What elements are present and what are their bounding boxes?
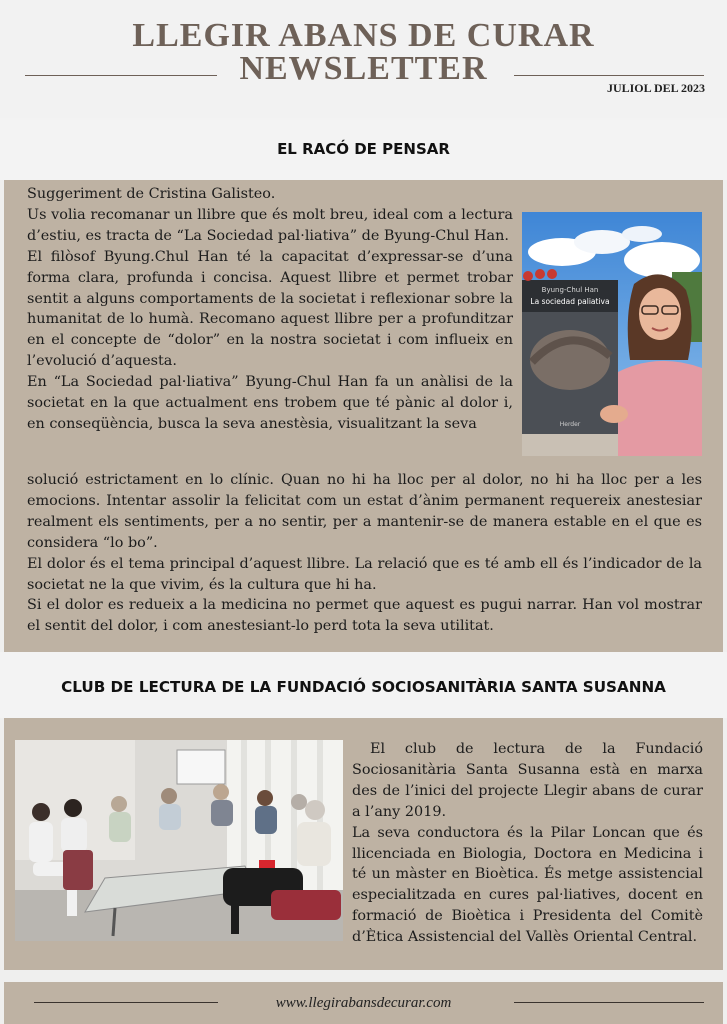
reading-club-illustration — [15, 740, 343, 941]
section-heading-raco-de-pensar: EL RACÓ DE PENSAR — [0, 118, 727, 180]
section1-text-column — [27, 184, 513, 435]
reading-club-photo — [15, 740, 343, 941]
newsletter-header — [0, 0, 727, 118]
book-title: La sociedad paliativa — [530, 297, 610, 306]
section2-text-column — [352, 739, 703, 948]
section1-text-full-width — [27, 470, 702, 637]
book-publisher: Herder — [559, 421, 581, 428]
website-link[interactable]: www.llegirabansdecurar.com — [275, 995, 452, 1011]
paragraph: En “La Sociedad pal·liativa” Byung-Chul Han fa un anàlisi de la societat en la que actualment ens trobem que té pànic al dolor i, en conseqüència, busca la seva anestèsia, visualitzant la seva — [27, 374, 513, 432]
newsletter-subtitle: NEWSLETTER — [239, 50, 488, 87]
book-author: Byung-Chul Han — [541, 286, 599, 294]
paragraph: El club de lectura de la Fundació Sociosanitària Santa Susanna està en marxa des de l’inici del projecte Llegir abans de curar a l’any 2019. — [352, 741, 703, 820]
paragraph: La seva conductora és la Pilar Loncan que és llicenciada en Biologia, Doctora en Medicina i té un màster en Bioètica. És metge assistencial especialitzada en cures pal·liatives, docent en formació de Bioètica i Presidenta del Comitè d’Ètica Assistencial del Vallès Oriental Central. — [352, 824, 703, 946]
newsletter-title: LLEGIR ABANS DE CURAR — [132, 17, 595, 54]
paragraph: El filòsof Byung.Chul Han té la capacitat d’expressar-se d’una forma clara, profunda i concisa. Aquest llibre et permet trobar sentit a alguns comportaments de la societat i reflexionar sobre la humanitat de lo humà. Recomano aquest llibre per a profunditzar en el concepte de “dolor” en la nostra societat i com influeix en l’evolució d’aquesta. — [27, 248, 513, 370]
header-rule-left — [25, 75, 217, 76]
section-heading-club-lectura: CLUB DE LECTURA DE LA FUNDACIÓ SOCIOSANITÀRIA SANTA SUSANNA — [0, 652, 727, 718]
paragraph: Us volia recomanar un llibre que és molt breu, ideal com a lectura d’estiu, es tracta de “La Sociedad pal·liativa” de Byung-Chul Han. — [27, 206, 513, 244]
suggestion-credit: Suggeriment de Cristina Galisteo. — [27, 186, 276, 202]
paragraph: solució estrictament en lo clínic. Quan no hi ha lloc per al dolor, no hi ha lloc per a les emocions. Intentar assolir la felicitat com un estat d’ànim permanent requereix anestesiar realment els sentiments, per a no sentir, per a mantenir-se de manera estable en el que es considera “lo bo”. — [27, 472, 702, 551]
issue-date: JULIOL DEL 2023 — [606, 81, 705, 95]
paragraph: El dolor és el tema principal d’aquest llibre. La relació que es té amb ell és l’indicador de la societat ne la que vivim, és la cultura que hi ha. — [27, 555, 702, 593]
book-selfie-photo — [522, 212, 702, 456]
paragraph: Si el dolor es redueix a la medicina no permet que aquest es pugui narrar. Han vol mostrar el sentit del dolor, i com anestesiant-lo perd tota la seva utilitat. — [27, 597, 702, 635]
book-selfie-illustration — [522, 212, 702, 456]
header-rule-right — [514, 75, 704, 76]
